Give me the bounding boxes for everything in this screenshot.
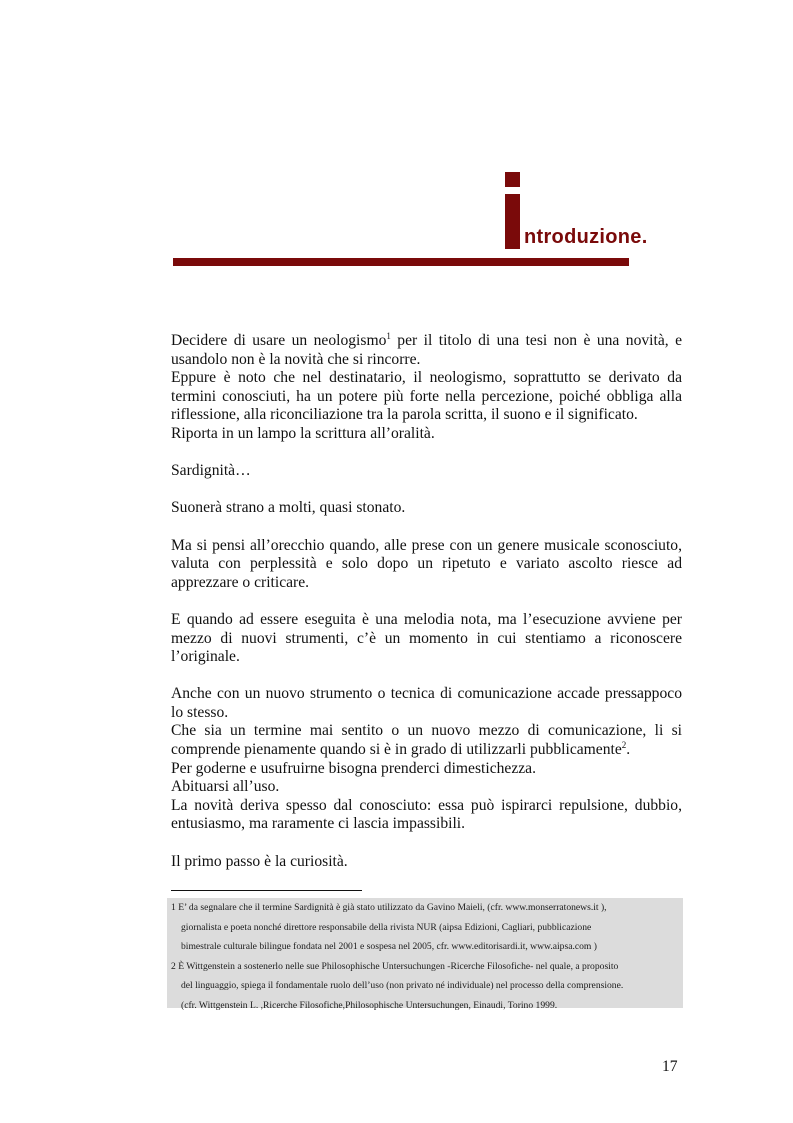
title-underline xyxy=(173,258,629,266)
footnote-2-line-3: (cfr. Wittgenstein L. ,Ricerche Filosofiche,Philosophische Untersuchungen, Einaudi, Torino 1999. xyxy=(181,999,558,1011)
initial-i-stem xyxy=(505,194,520,249)
footnote-ref-1[interactable]: 1 xyxy=(386,330,391,341)
paragraph-8: Anche con un nuovo strumento o tecnica di comunicazione accade pressappoco lo stesso. xyxy=(171,685,682,721)
footnote-1-line-2: giornalista e poeta nonché direttore responsabile della rivista NUR (aipsa Edizioni, Cagliari, pubblicazione xyxy=(181,921,592,933)
footnote-1-line-1: 1 E’ da segnalare che il termine Sardignità è già stato utilizzato da Gavino Maieli, (cfr. www.monserratonews.it ), xyxy=(171,902,607,913)
paragraph-9: Che sia un termine mai sentito o un nuovo mezzo di comunicazione, li si comprende pienamente quando si è in grado di utilizzarli pubblicamente$^2$. xyxy=(171,722,682,759)
paragraph-12: La novità deriva spesso dal conosciuto: essa può ispirarci repulsione, dubbio, entusiasmo, ma raramente ci lascia impassibili. xyxy=(171,796,682,833)
paragraph-4: Sardignità… xyxy=(171,462,251,480)
footnote-ref-2[interactable]: 2 xyxy=(621,739,627,750)
footnote-2-line-1: 2 È Wittgenstein a sostenerlo nelle sue Philosophische Untersuchungen -Ricerche Filosofiche- nel quale, a proposito xyxy=(171,960,619,972)
footnote-2 xyxy=(171,957,677,1016)
paragraph-7: E quando ad essere eseguita è una melodia nota, ma l’esecuzione avviene per mezzo di nuovi strumenti, c’è un momento in cui stentiamo a riconoscere l’originale. xyxy=(171,610,682,666)
paragraph-10: Per goderne e usufruirne bisogna prenderci dimestichezza. xyxy=(171,759,537,777)
footnote-1-line-3: bimestrale culturale bilingue fondata nel 2001 e sospesa nel 2005, cfr. www.editorisardi.it, www.aipsa.com ) xyxy=(181,941,597,952)
paragraph-6: Ma si pensi all’orecchio quando, alle prese con un genere musicale sconosciuto, valuta con perplessità e solo dopo un ripetuto e variato ascolto riesce ad apprezzare o criticare. xyxy=(171,536,682,591)
footnotes xyxy=(167,898,683,1011)
paragraph-11: Abituarsi all’uso. xyxy=(171,778,280,796)
footnote-1 xyxy=(171,898,677,957)
paragraph-2: Eppure è noto che nel destinatario, il neologismo, soprattutto se derivato da termini conosciuti, ha un potere più forte nella percezione, poiché obbliga alla riflessione, alla riconciliazione tra la parola scritta, il suono e il significato. xyxy=(171,369,682,424)
page-number: 17 xyxy=(662,1058,678,1075)
paragraph-1: Decidere di usare un neologismo$^1$ per il titolo di una tesi non è una novità, e usandolo non è la novità che si rincorre. xyxy=(171,330,682,368)
chapter-header xyxy=(0,0,793,280)
body-text xyxy=(171,332,682,871)
chapter-title: ntroduzione. xyxy=(524,226,648,248)
paragraph-13: Il primo passo è la curiosità. xyxy=(171,852,348,870)
paragraph-3: Riporta in un lampo la scrittura all’oralità. xyxy=(171,424,435,442)
initial-i-dot xyxy=(505,172,520,187)
footnote-separator xyxy=(171,890,362,891)
footnote-2-line-2: del linguaggio, spiega il fondamentale ruolo dell’uso (non privato né individuale) nel processo della comprensione. xyxy=(181,980,624,991)
paragraph-5: Suonerà strano a molti, quasi stonato. xyxy=(171,499,406,517)
